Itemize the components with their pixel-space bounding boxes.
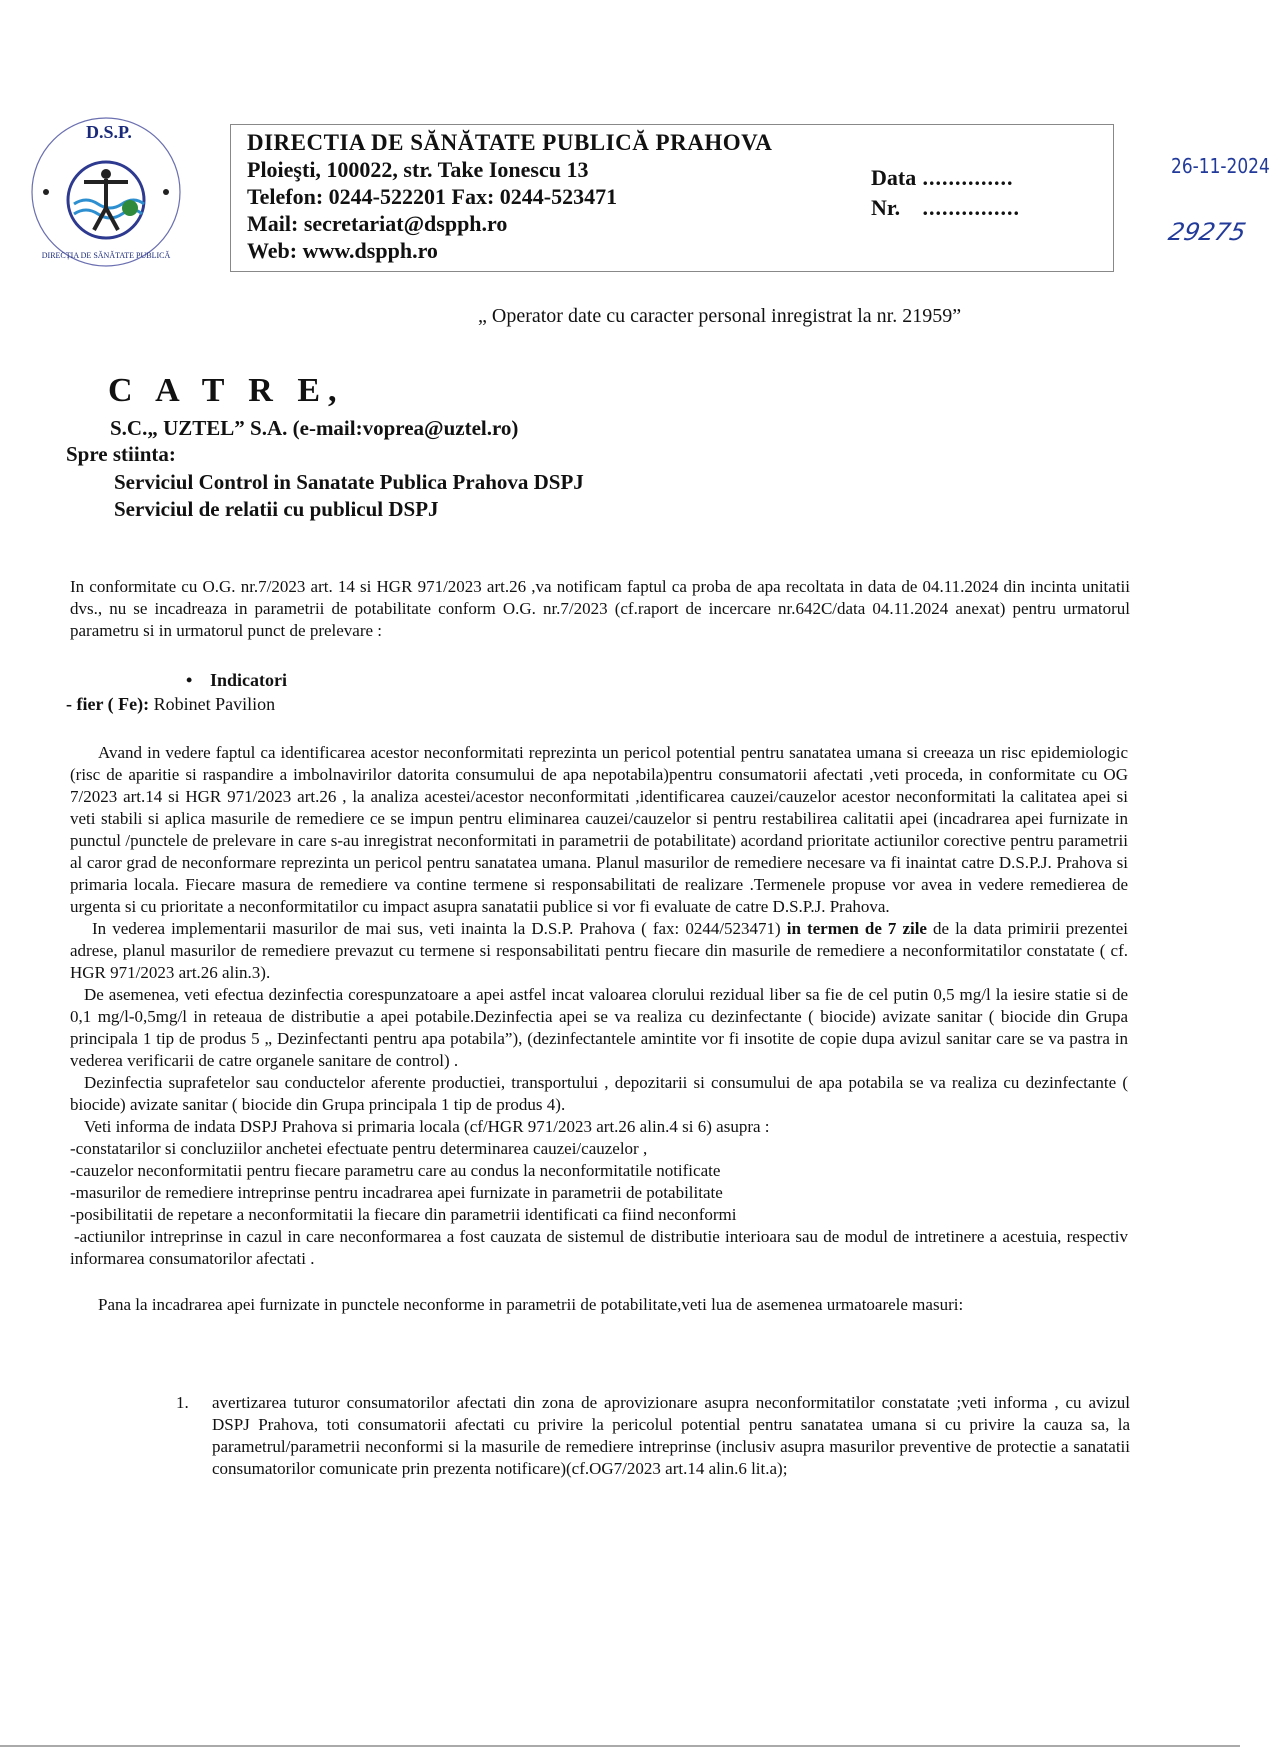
intro-text: In conformitate cu O.G. nr.7/2023 art. 14 si HGR 971/2023 art.26 ,va notificam faptul ca proba de apa recoltata in data de 04.11.2024 din incinta unitatii dvs., nu se incadreaza in parametrii de potabilitate conform O.G. nr.7/2023 (cf.raport de incercare nr.642C/data 04.11.2024 anexat) pentru urmatorul parametru si in urmatorul punct de prelevare : [70,577,1130,640]
dash-item-4: -posibilitatii de repetare a neconformitatii la fiecare din parametrii identificati ca fiind neconformi [70,1205,737,1224]
letterhead-lines [247,129,772,264]
data-operator-note: „ Operator date cu caracter personal inregistrat la nr. 21959” [478,305,962,327]
institution-address: Ploieşti, 100022, str. Take Ionescu 13 [247,157,589,182]
recipient-company: S.C.„ UZTEL” S.A. (e-mail:voprea@uztel.ro) [110,416,519,440]
indicatori-heading [186,670,288,691]
bullet-dot: • [186,670,193,690]
date-stamp: 26-11-2024 [1171,154,1270,178]
institution-web: Web: www.dspph.ro [247,238,438,263]
institution-title: DIRECTIA DE SĂNĂTATE PUBLICĂ PRAHOVA [247,130,773,155]
paragraph-2-a: In vederea implementarii masurilor de mai sus, veti inainta la D.S.P. Prahova ( fax: 0244/523471) [92,919,787,938]
list-item-number: 1. [176,1393,189,1412]
institution-mail: Mail: secretariat@dspph.ro [247,211,508,236]
dsp-logo [26,112,186,272]
intro-paragraph [70,576,1130,642]
recipient-service-1: Serviciul Control in Sanatate Publica Prahova DSPJ [114,470,584,494]
spre-stiinta-label: Spre stiinta: [66,442,176,466]
catre-heading: C A T R E, [108,372,345,409]
dash-item-1: -constatarilor si concluziilor anchetei efectuate pentru determinarea cauzei/cauzelor , [70,1139,648,1158]
paragraph-3: De asemenea, veti efectua dezinfectia corespunzatoare a apei astfel incat valoarea clorului rezidual liber sa fie de cel putin 0,5 mg/l la iesire statie si de 0,1 mg/l-0,5mg/l in reteaua de distributie a apei potabile.Dezinfectia apei se va realiza cu dezinfectante ( biocide) avizate sanitar ( biocide din Grupa principala 1 tip de produs 5 „ Dezinfectanti pentru apa potabila”), (dezinfectantele amintite vor fi insotite de copie dupa avizul sanitar care se va pastra in vederea verificarii de catre organele sanitare de control) . [70,985,1128,1070]
date-dots: .............. [922,165,1014,190]
registration-block [871,141,1270,246]
paragraph-5: Veti informa de indata DSPJ Prahova si primaria locala (cf/HGR 971/2023 art.26 alin.4 si 6) asupra : [84,1117,770,1136]
institution-phones: Telefon: 0244-522201 Fax: 0244-523471 [247,184,618,209]
measures-list [176,1392,1130,1480]
paragraph-2 [70,918,1128,984]
registration-number: 29275 [1166,218,1249,246]
paragraph-6: Pana la incadrarea apei furnizate in punctele neconforme in parametrii de potabilitate,veti lua de asemenea urmatoarele masuri: [98,1295,964,1314]
main-body [70,742,1128,1316]
paragraph-1: Avand in vedere faptul ca identificarea acestor neconformitati reprezinta un pericol potential pentru sanatatea umana si creeaza un risc epidemiologic (risc de aparitie si raspandire a imbolnavirilor datorita consumului de apa nepotabila)pentru consumatorii afectati ,veti proceda, in conformitate cu OG 7/2023 art.14 si HGR 971/2023 art.26 , la analiza acestei/acestor neconformitati ,identificarea cauzei/cauzelor acestor neconformitati la calitatea apei si veti stabili si aplica masurile de remediere ce se impun pentru eliminarea cauzei/cauzelor si pentru restabilirea calitatii apei (incadrarea apei furnizate in punctul /punctele de prelevare in care s-au inregistrat neconformitati in parametrii de potabilitate) acordand prioritate actiunilor corective pentru parametrii al caror grad de neconformare reprezinta un pericol pentru sanatatea umana. Planul masurilor de remediere necesare va fi inaintat catre D.S.P.J. Prahova si primaria locala. Fiecare masura de remediere va contine termene si responsabilitati de realizare .Termenele propuse vor avea in vedere remedierea de urgenta si cu prioritate a neconformitatilor cu impact asupra sanatatii publice si vor fi evaluate de catre D.S.P.J. Prahova. [70,743,1128,916]
dash-item-3: -masurilor de remediere intreprinse pentru incadrarea apei furnizate in parametrii de potabilitate [70,1183,723,1202]
page-bottom-edge [0,1745,1240,1747]
paragraph-2-b: de la data primirii prezentei adrese, planul masurilor de remediere prevazut cu termene si responsabilitati pentru fiecare din masurile de remediere a neconformitatilor constatate ( cf. HGR 971/2023 art.26 alin.3). [70,919,1128,982]
paragraph-2-deadline: in termen de 7 zile [786,919,927,938]
date-label: Data [871,165,917,190]
letterhead-box [230,124,1270,272]
logo-text-top: D.S.P. [86,122,132,142]
paragraph-4: Dezinfectia suprafetelor sau conductelor aferente productiei, transportului , depozitarii si consumului de apa potabila se va realiza cu dezinfectante ( biocide) avizate sanitar ( biocide din Grupa principala 1 tip de produs 4). [70,1073,1128,1114]
dash-item-2: -cauzelor neconformitatii pentru fiecare parametru care au condus la neconformitatile notificate [70,1161,721,1180]
number-label: Nr. [871,195,901,220]
indicator-fier-name: - fier ( Fe): [66,694,150,714]
dash-item-5: -actiunilor intreprinse in cazul in care neconformarea a fost cauzata de sistemul de distributie interioara sau de modul de intretinere a acestuia, respectiv informarea consumatorilor afectati . [70,1227,1128,1268]
indicator-fier [66,694,275,715]
recipient-service-2: Serviciul de relatii cu publicul DSPJ [114,497,439,521]
indicator-fier-point: Robinet Pavilion [149,694,276,714]
list-item-text: avertizarea tuturor consumatorilor afectati din zona de aprovizionare asupra neconformitatilor constatate ;veti informa , cu avizul DSPJ Prahova, toti consumatorii afectati cu privire la pericolul potential pentru sanatatea umana si cu privire la cauza sa, la parametrul/parametrii neconformi si la masurile de remediere intreprinse (inclusiv asupra masurilor preventive de protectie a sanatatii consumatorilor comunicate prin prezenta notificare)(cf.OG7/2023 art.14 alin.6 lit.a); [212,1393,1130,1478]
indicatori-label: Indicatori [210,670,288,690]
logo-text-bottom: DIRECȚIA DE SĂNĂTATE PUBLICĂ [41,251,171,260]
number-dots: ............... [922,195,1020,220]
